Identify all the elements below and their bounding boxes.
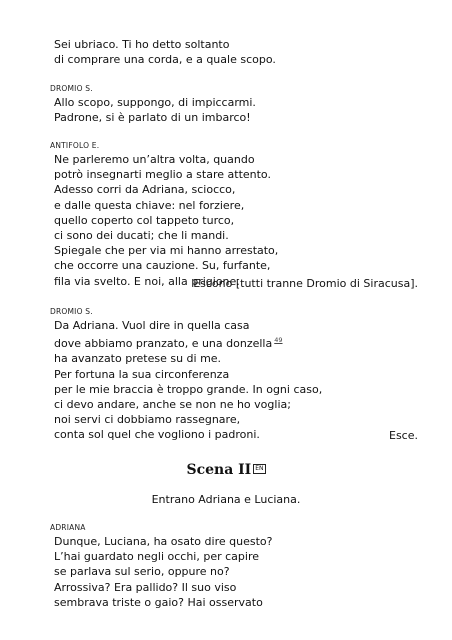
stage-direction: Escono [tutti tranne Dromio di Siracusa].: [193, 277, 418, 290]
verse-line: Spiegale che per via mi hanno arrestato,: [54, 244, 279, 258]
verse-line: noi servi ci dobbiamo rassegnare,: [54, 413, 241, 427]
verse-line: conta sol quel che vogliono i padroni.: [54, 428, 260, 442]
verse-line: se parlava sul serio, oppure no?: [54, 565, 230, 579]
speech-dromio-1: [54, 95, 256, 125]
verse-line: Adesso corri da Adriana, sciocco,: [54, 183, 236, 197]
footnote-ref-link[interactable]: 49: [274, 336, 283, 345]
verse-line: ci devo andare, anche se non ne ho voglia;: [54, 398, 291, 412]
english-version-badge[interactable]: EN: [255, 465, 264, 472]
verse-line: Ne parleremo un’altra volta, quando: [54, 153, 255, 166]
speech-dromio-2: [54, 318, 322, 443]
speech-antifolo: [54, 152, 278, 289]
verse-line: Per fortuna la sua circonferenza: [54, 367, 230, 381]
verse-line: ha avanzato pretese su di me.: [54, 352, 222, 366]
verse-line: fila via svelto. E noi, alla prigione.: [54, 274, 240, 288]
verse-line: Allo scopo, suppongo, di impiccarmi.: [54, 96, 256, 109]
speaker-name: ANTIFOLO E.: [50, 141, 100, 150]
verse-line: Sei ubriaco. Ti ho detto soltanto: [54, 38, 230, 51]
verse-line-with-note: [54, 333, 322, 351]
verse-line: ci sono dei ducati; che li mandi.: [54, 229, 229, 243]
verse-line: potrò insegnarti meglio a stare attento.: [54, 168, 271, 182]
scene-stage-direction: Entrano Adriana e Luciana.: [151, 493, 301, 506]
speaker-name: ADRIANA: [50, 523, 86, 532]
scene-title: Scena II: [186, 462, 252, 478]
speaker-name: DROMIO S.: [50, 84, 93, 93]
speaker-name: DROMIO S.: [50, 307, 93, 316]
verse-line: per le mie braccia è troppo grande. In ogni caso,: [54, 382, 323, 396]
verse-line: e dalle questa chiave: nel forziere,: [54, 198, 245, 212]
verse-line: Da Adriana. Vuol dire in quella casa: [54, 319, 250, 332]
verse-line: quello coperto col tappeto turco,: [54, 213, 235, 227]
verse-line: Dunque, Luciana, ha osato dire questo?: [54, 535, 273, 548]
stage-direction: Esce.: [389, 429, 418, 442]
speech-adriana: [54, 534, 272, 610]
verse-line: che occorre una cauzione. Su, furfante,: [54, 259, 271, 273]
verse-line: di comprare una corda, e a quale scopo.: [54, 53, 276, 67]
verse-text: dove abbiamo pranzato, e una donzella: [54, 337, 273, 351]
verse-line: L’hai guardato negli occhi, per capire: [54, 550, 259, 564]
verse-line: Padrone, si è parlato di un imbarco!: [54, 111, 251, 125]
scene-heading: [0, 462, 452, 478]
speech-continuation: [54, 37, 276, 67]
verse-line: Arrossiva? Era pallido? Il suo viso: [54, 580, 237, 594]
verse-line: sembrava triste o gaio? Hai osservato: [54, 595, 263, 609]
